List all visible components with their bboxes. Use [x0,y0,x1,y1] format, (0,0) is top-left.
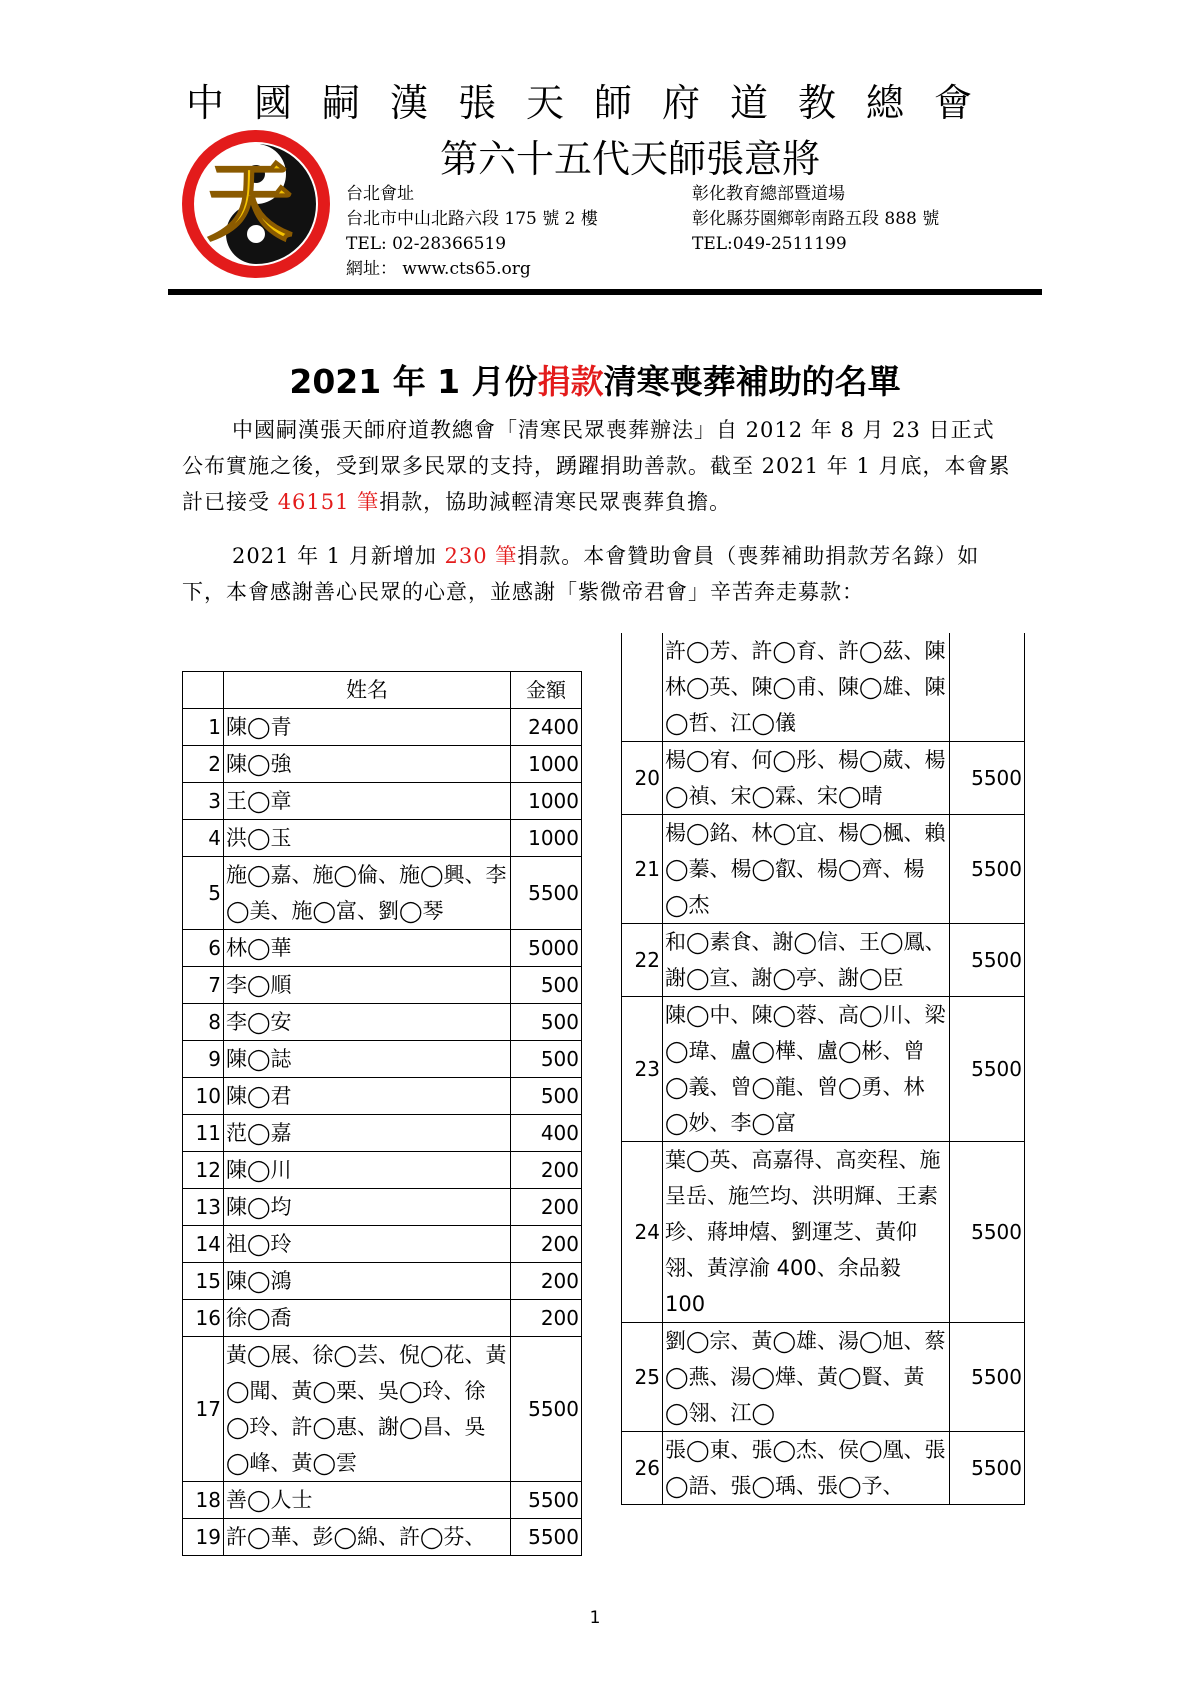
donation-amount: 5500 [950,742,1025,815]
row-number: 18 [183,1482,224,1519]
table-row [183,1078,582,1115]
donor-names: 許◯華、彭◯綿、許◯芬、 [224,1519,511,1556]
donation-amount: 5500 [511,1519,582,1556]
donor-names: 林◯華 [224,930,511,967]
donation-amount: 500 [511,967,582,1004]
taipei-tel: TEL: 02-28366519 [346,234,507,254]
header-name: 姓名 [224,672,511,709]
row-number: 24 [622,1142,663,1323]
donation-amount: 1000 [511,783,582,820]
table-row [183,783,582,820]
table-row [183,709,582,746]
donor-names: 范◯嘉 [224,1115,511,1152]
row-number: 8 [183,1004,224,1041]
donor-names: 陳◯青 [224,709,511,746]
row-number: 15 [183,1263,224,1300]
logo-character: 天 [207,152,293,253]
donor-names: 和◯素食、謝◯信、王◯鳳、謝◯宣、謝◯亭、謝◯臣 [663,924,950,997]
row-number: 12 [183,1152,224,1189]
donation-amount: 2400 [511,709,582,746]
donor-names: 徐◯喬 [224,1300,511,1337]
row-number: 6 [183,930,224,967]
changhua-address-label: 彰化教育總部暨道場 [692,184,845,204]
donation-amount: 5500 [511,1337,582,1482]
table-row [183,1263,582,1300]
donor-names: 楊◯銘、林◯宜、楊◯楓、賴◯蓁、楊◯叡、楊◯齊、楊◯杰 [663,815,950,924]
header-rule [168,289,1042,295]
row-number: 21 [622,815,663,924]
donor-names: 陳◯鴻 [224,1263,511,1300]
table-row [183,1482,582,1519]
donation-amount [950,633,1025,742]
donor-names: 陳◯中、陳◯蓉、高◯川、梁◯瑋、盧◯樺、盧◯彬、曾◯義、曾◯龍、曾◯勇、林◯妙、李◯富 [663,997,950,1142]
donation-amount: 5000 [511,930,582,967]
donor-names: 許◯芳、許◯育、許◯茲、陳林◯英、陳◯甫、陳◯雄、陳◯哲、江◯儀 [663,633,950,742]
donor-names: 楊◯宥、何◯彤、楊◯葳、楊◯禎、宋◯霖、宋◯晴 [663,742,950,815]
row-number: 3 [183,783,224,820]
donation-amount: 1000 [511,820,582,857]
row-number: 22 [622,924,663,997]
header-amount: 金額 [511,672,582,709]
table-row [183,1300,582,1337]
table-row [183,1337,582,1482]
title-highlight: 捐款 [537,362,604,401]
row-number: 11 [183,1115,224,1152]
row-number: 7 [183,967,224,1004]
donation-amount: 200 [511,1152,582,1189]
donation-amount: 500 [511,1004,582,1041]
table-row [622,742,1025,815]
donation-amount: 500 [511,1078,582,1115]
donation-amount: 5500 [950,1432,1025,1505]
donation-amount: 5500 [950,815,1025,924]
donation-amount: 5500 [950,997,1025,1142]
row-number: 10 [183,1078,224,1115]
thanks-text-2: 捐款。本會贊助會員（喪葬補助捐款芳名錄）如下，本會感謝善心民眾的心意，並感謝「紫微帝君會」辛苦奔走募款： [182,544,980,604]
row-number: 20 [622,742,663,815]
donor-names: 王◯章 [224,783,511,820]
row-number: 26 [622,1432,663,1505]
donation-amount: 200 [511,1263,582,1300]
donation-amount: 200 [511,1300,582,1337]
table-row [622,1323,1025,1432]
donor-names: 善◯人士 [224,1482,511,1519]
header-index-cell [183,672,224,709]
row-number: 17 [183,1337,224,1482]
thanks-text-1: 2021 年 1 月新增加 [232,544,437,568]
table-header-row [183,672,582,709]
donor-names: 陳◯川 [224,1152,511,1189]
donation-amount: 200 [511,1226,582,1263]
donor-names: 陳◯君 [224,1078,511,1115]
table-row [622,997,1025,1142]
table-row [183,820,582,857]
table-row [183,1519,582,1556]
changhua-tel: TEL:049-2511199 [692,234,847,254]
intro-text-1: 中國嗣漢張天師府道教總會「清寒民眾喪葬辦法」自 2012 年 8 月 23 日正式公布實施之後，受到眾多民眾的支持，踴躍捐助善款。截至 2021 年 1 月底，本會累計已接受 [182,418,1011,514]
thanks-paragraph [182,538,1016,610]
donor-table-right [621,633,1025,1505]
document-title [0,356,1190,403]
donor-table-left [182,671,582,1556]
donation-amount: 500 [511,1041,582,1078]
row-number: 14 [183,1226,224,1263]
title-prefix: 2021 年 1 月份 [289,362,538,401]
donor-names: 劉◯宗、黃◯雄、湯◯旭、蔡◯燕、湯◯燁、黃◯賢、黃◯翎、江◯ [663,1323,950,1432]
donor-names: 陳◯誌 [224,1041,511,1078]
title-suffix: 清寒喪葬補助的名單 [603,362,901,401]
row-number: 19 [183,1519,224,1556]
row-number: 16 [183,1300,224,1337]
donation-amount: 5500 [950,1323,1025,1432]
donation-amount: 5500 [950,924,1025,997]
table-row [183,1189,582,1226]
table-row [622,924,1025,997]
donor-names: 陳◯強 [224,746,511,783]
donor-names: 葉◯英、高嘉得、高奕程、施呈岳、施竺均、洪明輝、王素珍、蔣坤熺、劉運芝、黃仰翎、黃淳渝 400、余品毅 100 [663,1142,950,1323]
table-row [183,857,582,930]
table-row [183,1226,582,1263]
donor-names: 張◯東、張◯杰、侯◯凰、張◯語、張◯瑀、張◯予、 [663,1432,950,1505]
changhua-address-block [692,182,939,257]
donor-names: 李◯順 [224,967,511,1004]
donation-amount: 200 [511,1189,582,1226]
donor-names: 李◯安 [224,1004,511,1041]
month-count: 230 筆 [444,544,518,568]
table-row [622,633,1025,742]
table-row [183,1115,582,1152]
table-row [183,930,582,967]
intro-text-2: 捐款，協助減輕清寒民眾喪葬負擔。 [379,490,732,514]
row-number: 4 [183,820,224,857]
donor-names: 祖◯玲 [224,1226,511,1263]
table-row [183,967,582,1004]
table-row [622,1142,1025,1323]
row-number: 5 [183,857,224,930]
donation-amount: 1000 [511,746,582,783]
table-row [183,746,582,783]
donor-names: 陳◯均 [224,1189,511,1226]
page-number: 1 [589,1608,601,1628]
table-row [622,815,1025,924]
changhua-address: 彰化縣芬園鄉彰南路五段 888 號 [692,209,940,229]
intro-paragraph [182,412,1016,520]
taipei-address-block [346,182,598,282]
taipei-address: 台北市中山北路六段 175 號 2 樓 [346,209,598,229]
tianshi-logo [180,128,332,280]
donation-amount: 5500 [511,1482,582,1519]
row-number: 2 [183,746,224,783]
row-number: 1 [183,709,224,746]
row-number: 23 [622,997,663,1142]
table-row [622,1432,1025,1505]
master-name: 第六十五代天師張意將 [440,137,821,181]
donor-names: 施◯嘉、施◯倫、施◯興、李◯美、施◯富、劉◯琴 [224,857,511,930]
donor-names: 洪◯玉 [224,820,511,857]
table-row [183,1041,582,1078]
donor-names: 黃◯展、徐◯芸、倪◯花、黃◯聞、黃◯栗、吳◯玲、徐◯玲、許◯惠、謝◯昌、吳◯峰、黃◯雲 [224,1337,511,1482]
row-number: 13 [183,1189,224,1226]
total-count: 46151 筆 [277,490,380,514]
row-number: 25 [622,1323,663,1432]
donation-amount: 5500 [511,857,582,930]
row-number: 9 [183,1041,224,1078]
table-row [183,1152,582,1189]
org-name: 中國嗣漢張天師府道教總會 [186,81,1003,125]
taipei-address-label: 台北會址 [346,184,414,204]
row-number [622,633,663,742]
website: 網址： www.cts65.org [346,259,531,279]
table-row [183,1004,582,1041]
donation-amount: 5500 [950,1142,1025,1323]
donation-amount: 400 [511,1115,582,1152]
